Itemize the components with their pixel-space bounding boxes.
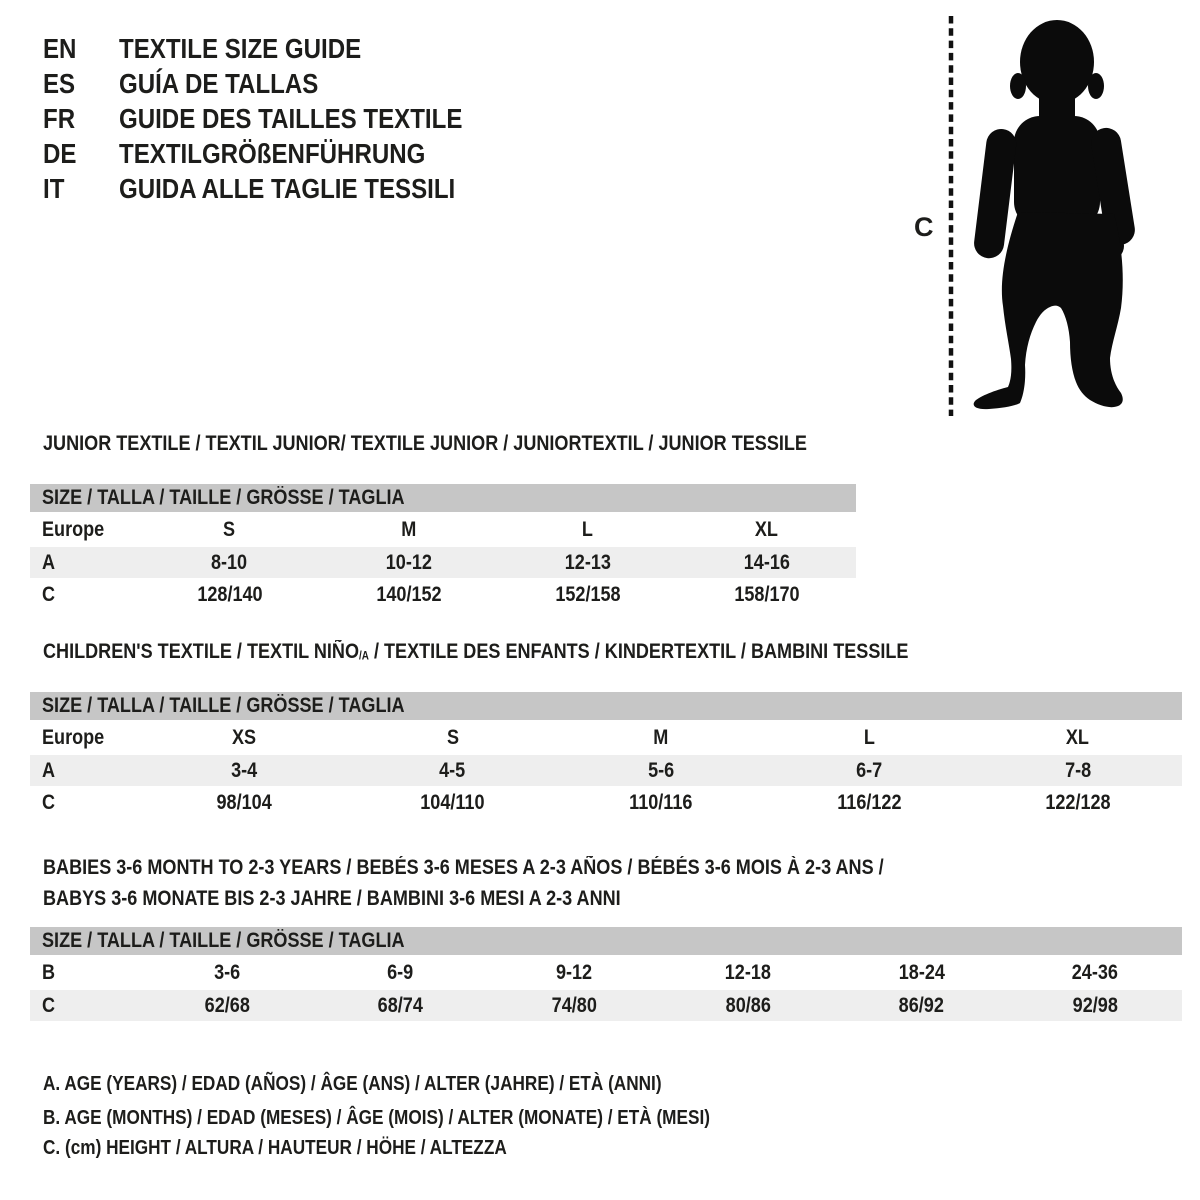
table-row	[30, 755, 1182, 786]
table-cell: XL	[754, 517, 779, 541]
language-title: GUIDE DES TAILLES TEXTILE	[119, 103, 463, 134]
table-row	[30, 990, 1182, 1021]
babies-section-title: BABIES 3-6 MONTH TO 2-3 YEARS / BEBÉS 3-6 MESES A 2-3 AÑOS / BÉBÉS 3-6 MOIS À 2-3 ANS / BABYS 3-6 MONATE BIS 2-3 JAHRE / BAMBINI 3-6 MESI A 2-3 ANNI	[43, 856, 884, 910]
language-row-it	[43, 171, 518, 206]
table-cell: 4-5	[439, 758, 466, 782]
table-cell: 68/74	[377, 993, 424, 1017]
language-title-list	[43, 31, 518, 206]
babies-table-body	[30, 955, 1182, 1021]
table-cell: 12-18	[724, 960, 771, 984]
row-label: A	[42, 758, 56, 782]
baby-silhouette-figure	[940, 14, 1140, 418]
table-cell: 3-6	[213, 960, 240, 984]
size-header-bar: SIZE / TALLA / TAILLE / GRÖSSE / TAGLIA	[30, 692, 1182, 720]
row-label: A	[42, 550, 56, 574]
junior-table-body	[30, 512, 856, 611]
table-cell: 80/86	[725, 993, 771, 1017]
table-cell: XL	[1066, 725, 1090, 749]
table-cell: 7-8	[1064, 758, 1091, 782]
table-cell: S	[446, 725, 459, 749]
language-code: ES	[43, 68, 76, 99]
children-size-table	[30, 692, 1182, 819]
table-cell: 10-12	[385, 550, 432, 574]
row-label: B	[42, 960, 56, 984]
table-cell: 9-12	[556, 960, 593, 984]
language-title: TEXTILE SIZE GUIDE	[119, 33, 362, 64]
row-label: Europe	[42, 725, 105, 749]
table-cell: 14-16	[743, 550, 790, 574]
table-cell: 6-7	[856, 758, 883, 782]
language-row-es	[43, 66, 518, 101]
table-cell: 62/68	[204, 993, 250, 1017]
table-cell: 152/158	[554, 582, 621, 606]
table-cell: 122/128	[1045, 790, 1111, 814]
table-cell: 128/140	[196, 582, 263, 606]
table-cell: 12-13	[564, 550, 611, 574]
junior-size-table	[30, 484, 856, 611]
size-header-bar: SIZE / TALLA / TAILLE / GRÖSSE / TAGLIA	[30, 484, 856, 512]
language-code: EN	[43, 33, 77, 64]
row-label: C	[42, 582, 56, 606]
table-cell: 8-10	[211, 550, 248, 574]
table-cell: L	[863, 725, 875, 749]
legend-line-a: A. AGE (YEARS) / EDAD (AÑOS) / ÂGE (ANS) / ALTER (JAHRE) / ETÀ (ANNI)	[43, 1073, 662, 1095]
table-cell: 104/110	[420, 790, 485, 814]
table-cell: XS	[232, 725, 257, 749]
table-cell: M	[400, 517, 417, 541]
legend-line-b: B. AGE (MONTHS) / EDAD (MESES) / ÂGE (MOIS) / ALTER (MONATE) / ETÀ (MESI)	[43, 1107, 710, 1129]
table-cell: 18-24	[898, 960, 945, 984]
language-row-fr	[43, 101, 518, 136]
babies-size-table	[30, 927, 1182, 1021]
language-title: GUÍA DE TALLAS	[119, 68, 319, 99]
table-cell: 6-9	[387, 960, 414, 984]
table-row	[30, 578, 856, 611]
table-cell: 74/80	[551, 993, 597, 1017]
table-row	[30, 786, 1182, 819]
table-row	[30, 512, 856, 547]
table-cell: 158/170	[733, 582, 800, 606]
language-title: TEXTILGRÖßENFÜHRUNG	[119, 138, 426, 169]
table-cell: 3-4	[231, 758, 258, 782]
legend-line-c: C. (cm) HEIGHT / ALTURA / HAUTEUR / HÖHE / ALTEZZA	[43, 1137, 507, 1159]
table-cell: 5-6	[647, 758, 675, 782]
table-cell: 140/152	[375, 582, 442, 606]
table-cell: 24-36	[1072, 960, 1119, 984]
table-cell: 98/104	[216, 790, 272, 814]
row-label: Europe	[42, 517, 105, 541]
toddler-silhouette-icon	[972, 20, 1137, 409]
language-title: GUIDA ALLE TAGLIE TESSILI	[119, 173, 456, 204]
language-code: DE	[43, 138, 77, 169]
table-cell: S	[223, 517, 236, 541]
table-cell: 116/122	[837, 790, 902, 814]
table-cell: 86/92	[898, 993, 945, 1017]
table-row	[30, 547, 856, 578]
row-label: C	[42, 993, 56, 1017]
table-cell: L	[581, 517, 594, 541]
row-label: C	[42, 790, 56, 814]
height-measure-label: C	[914, 212, 934, 242]
language-row-en	[43, 31, 518, 66]
language-code: IT	[43, 173, 65, 204]
table-cell: 92/98	[1072, 993, 1118, 1017]
children-section-title: CHILDREN'S TEXTILE / TEXTIL NIÑO/A / TEXTILE DES ENFANTS / KINDERTEXTIL / BAMBINI TESSILE	[43, 640, 909, 663]
table-cell: 110/116	[629, 790, 693, 814]
table-row	[30, 955, 1182, 990]
children-table-body	[30, 720, 1182, 819]
junior-section-title: JUNIOR TEXTILE / TEXTIL JUNIOR/ TEXTILE JUNIOR / JUNIORTEXTIL / JUNIOR TESSILE	[43, 432, 807, 455]
language-row-de	[43, 136, 518, 171]
table-row	[30, 720, 1182, 755]
language-code: FR	[43, 103, 76, 134]
table-cell: M	[653, 725, 669, 749]
size-header-bar: SIZE / TALLA / TAILLE / GRÖSSE / TAGLIA	[30, 927, 1182, 955]
